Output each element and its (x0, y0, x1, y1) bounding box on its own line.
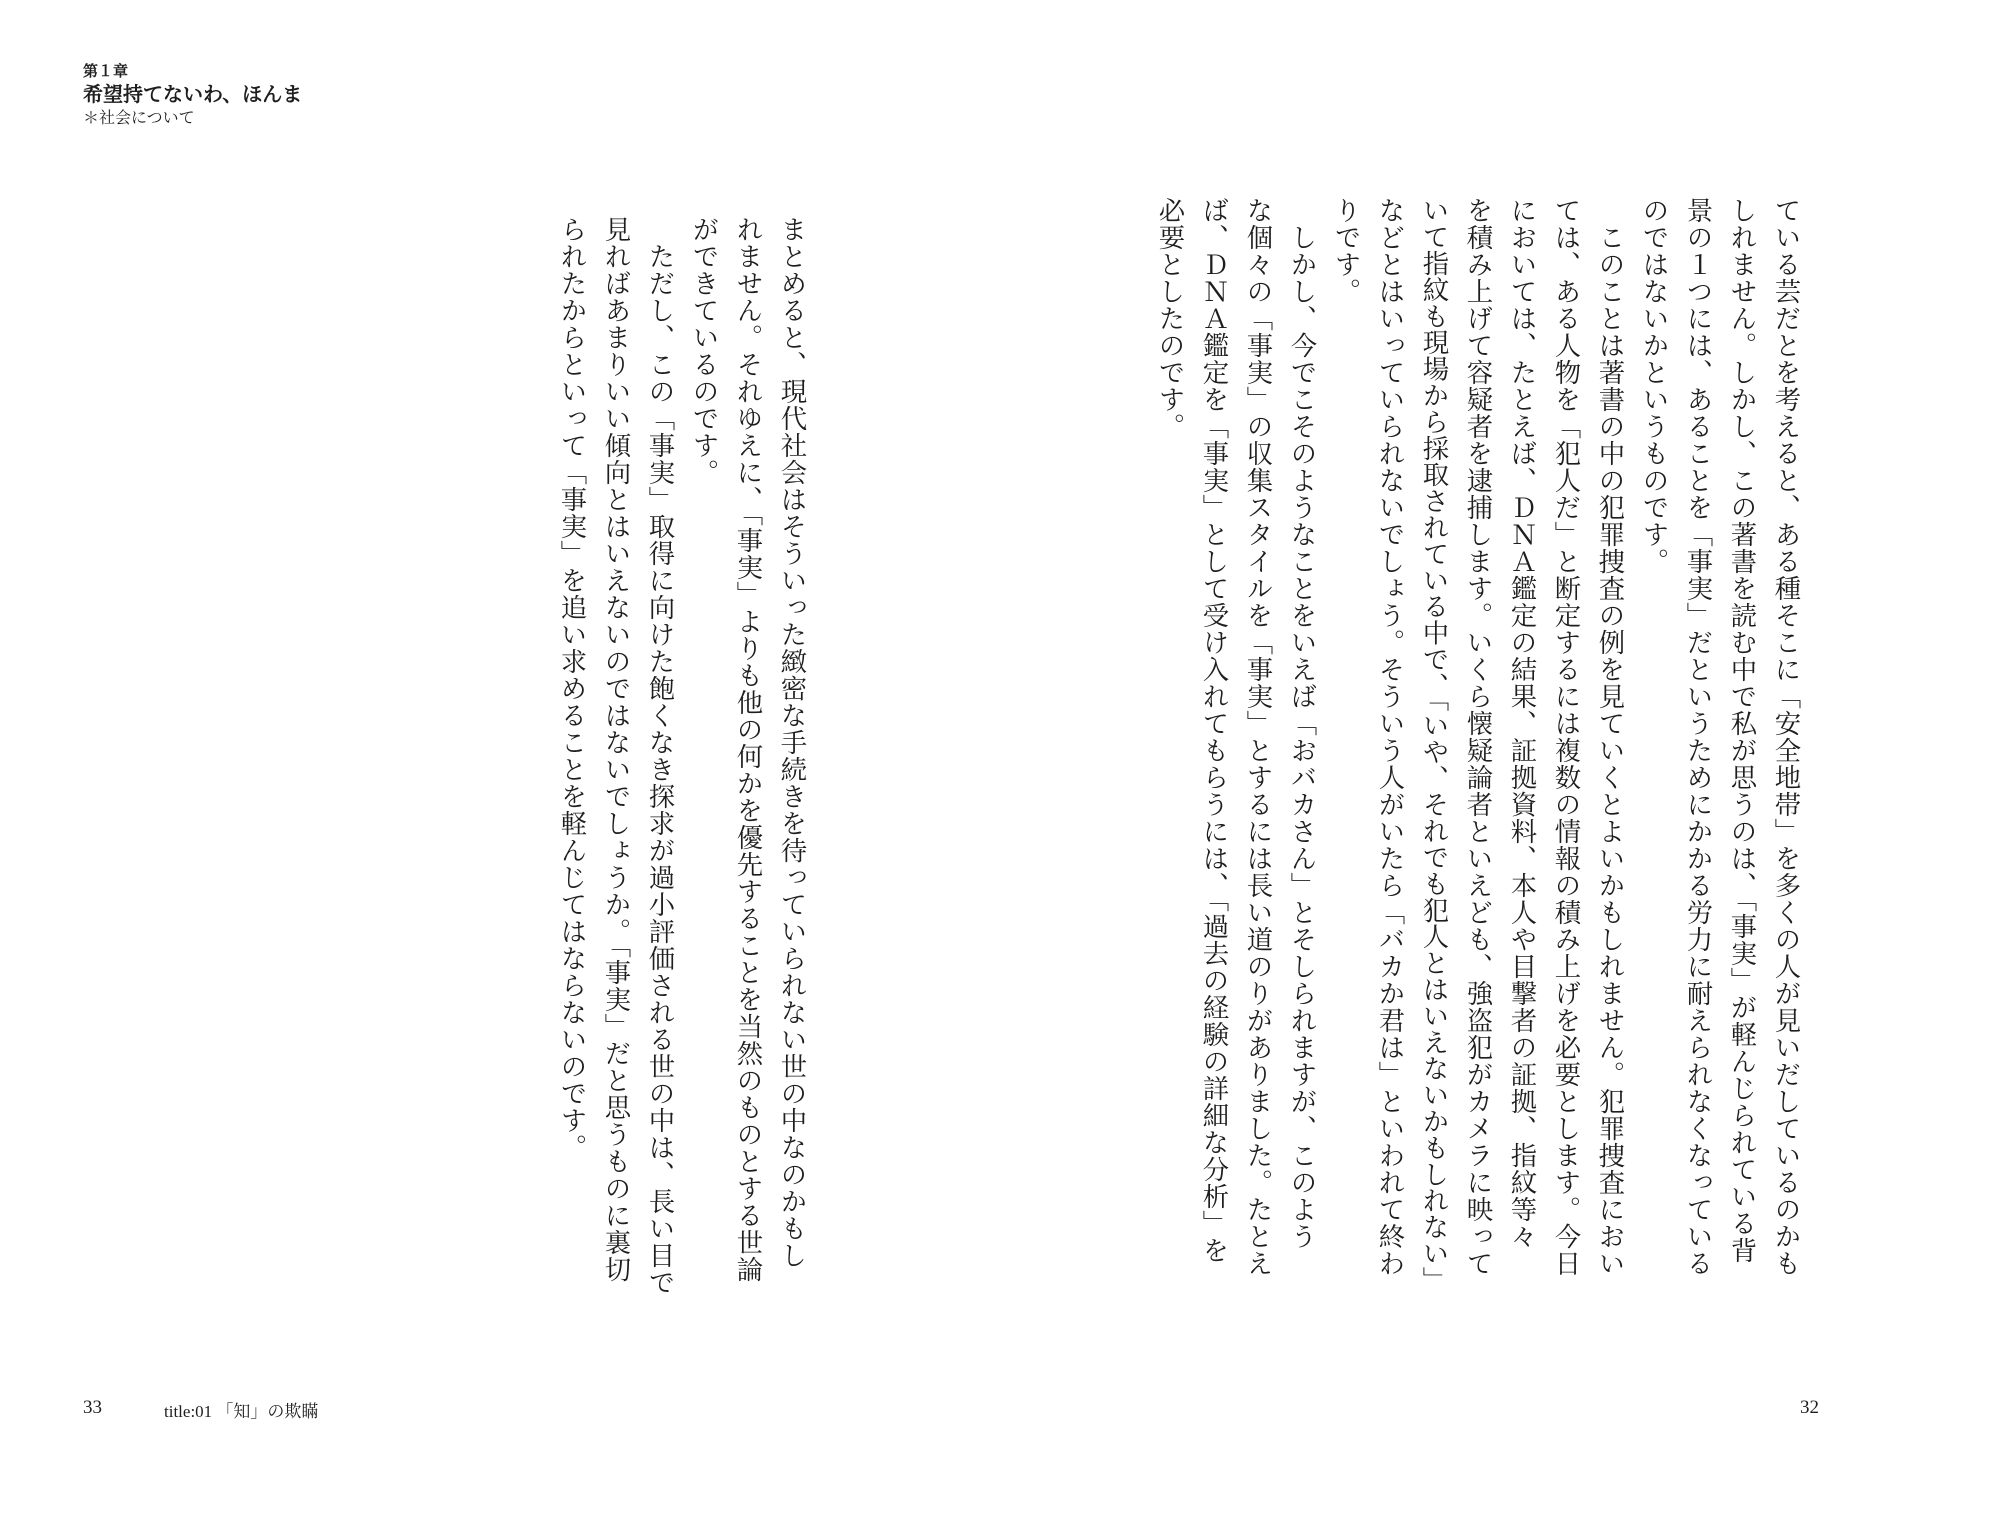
text-line: ができているのです。 (688, 216, 719, 486)
text-line: を積み上げて容疑者を逮捕します。いくら懐疑論者といえども、強盗犯がカメラに映って (1462, 197, 1493, 1277)
text-line: ば、ＤＮＡ鑑定を「事実」として受け入れてもらうには、「過去の経験の詳細な分析」を (1198, 197, 1229, 1264)
text-line: 景の１つには、あることを「事実」だというためにかかる労力に耐えられなくなっている (1682, 197, 1713, 1277)
text-line: れません。それゆえに、「事実」よりも他の何かを優先することを当然のものとする世論 (732, 216, 763, 1283)
page-number-right: 32 (1800, 1397, 1819, 1418)
text-line: においては、たとえば、ＤＮＡ鑑定の結果、証拠資料、本人や目撃者の証拠、指紋等々 (1506, 197, 1537, 1250)
text-line: られたからといって「事実」を追い求めることを軽んじてはならないのです。 (556, 216, 587, 1161)
chapter-number: 第１章 (83, 62, 129, 80)
text-line: しかし、今でこそのようなことをいえば「おバカさん」とそしられますが、このよう (1286, 197, 1317, 1250)
text-line: ている芸だとを考えると、ある種そこに「安全地帯」を多くの人が見いだしているのかも (1770, 197, 1801, 1277)
text-line: しれません。しかし、この著書を読む中で私が思うのは、「事実」が軽んじられている背 (1726, 197, 1757, 1264)
text-line: 見ればあまりいい傾向とはいえないのではないでしょうか。「事実」だと思うものに裏切 (600, 216, 631, 1283)
text-line: りです。 (1330, 197, 1361, 305)
text-line: 必要としたのです。 (1154, 197, 1185, 440)
page-number-left: 33 (83, 1397, 102, 1418)
text-line: のではないかというものです。 (1638, 197, 1669, 575)
text-line: いて指紋も現場から採取されている中で、「いや、それでも犯人とはいえないかもしれない」 (1418, 197, 1449, 1293)
text-line: などとはいっていられないでしょう。そういう人がいたら「バカか君は」といわれて終わ (1374, 197, 1405, 1277)
chapter-header (83, 62, 302, 127)
text-line: このことは著書の中の犯罪捜査の例を見ていくとよいかもしれません。犯罪捜査におい (1594, 197, 1625, 1277)
running-title: title:01 「知」の欺瞞 (164, 1402, 319, 1421)
chapter-title: 希望持てないわ、ほんま (83, 82, 303, 106)
text-line: ては、ある人物を「犯人だ」と断定するには複数の情報の積み上げを必要とします。今日 (1550, 197, 1581, 1277)
text-line: な個々の「事実」の収集スタイルを「事実」とするには長い道のりがありました。たとえ (1242, 197, 1273, 1277)
text-line: まとめると、現代社会はそういった緻密な手続きを待っていられない世の中なのかもし (776, 216, 807, 1269)
text-line: ただし、この「事実」取得に向けた飽くなき探求が過小評価される世の中は、長い目で (644, 216, 675, 1296)
chapter-subtitle: ＊社会について (83, 108, 195, 127)
